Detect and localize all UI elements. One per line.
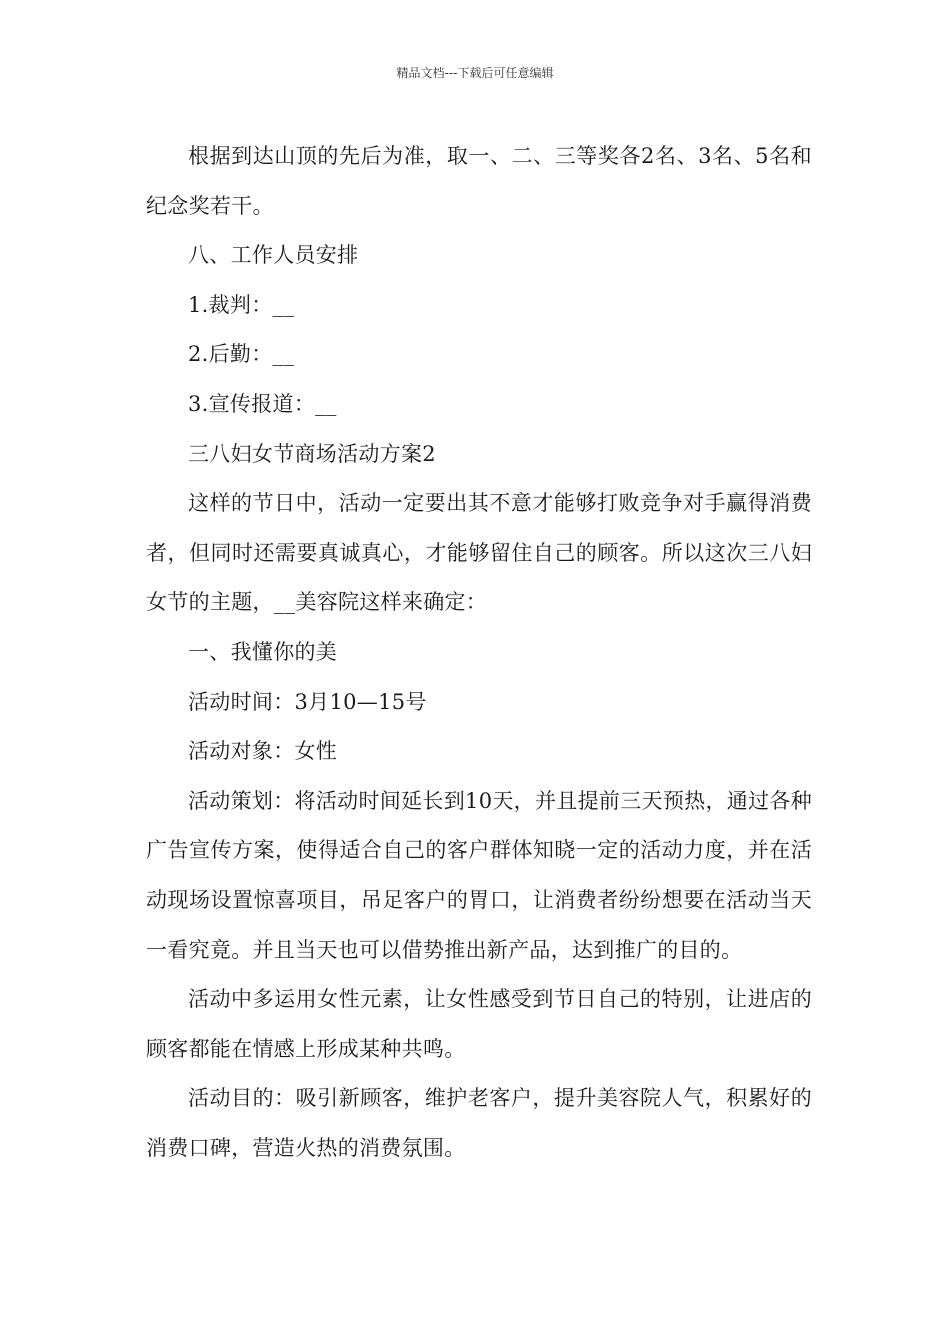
paragraph-activity-target: 活动对象：女性 bbox=[188, 739, 338, 764]
section-heading-beauty: 一、我懂你的美 bbox=[188, 639, 338, 664]
document-title-plan-2: 三八妇女节商场活动方案2 bbox=[188, 441, 436, 466]
page-header: 精品文档---下载后可任意编辑 bbox=[396, 66, 554, 80]
paragraph-intro: 这样的节日中，活动一定要出其不意才能够打败竞争对手赢得消费者，但同时还需要真诚真心，才能够留住自己的顾客。所以这次三八妇女节的主题，__美容院这样来确定： bbox=[146, 491, 812, 615]
paragraph-awards: 根据到达山顶的先后为准，取一、二、三等奖各2名、3名、5名和纪念奖若干。 bbox=[146, 144, 812, 218]
paragraph-activity-goal: 活动目的：吸引新顾客，维护老客户，提升美容院人气，积累好的消费口碑，营造火热的消费氛围。 bbox=[146, 1086, 812, 1160]
paragraph-female-elements: 活动中多运用女性元素，让女性感受到节日自己的特别，让进店的顾客都能在情感上形成某种共鸣。 bbox=[146, 987, 812, 1061]
list-item-publicity: 3.宣传报道：__ bbox=[188, 391, 337, 416]
section-heading-staff: 八、工作人员安排 bbox=[188, 243, 359, 268]
paragraph-activity-planning: 活动策划：将活动时间延长到10天，并且提前三天预热，通过各种广告宣传方案，使得适合自己的客户群体知晓一定的活动力度，并在活动现场设置惊喜项目，吊足客户的胃口，让消费者纷纷想要在活动当天一看究竟。并且当天也可以借势推出新产品，达到推广的目的。 bbox=[146, 788, 812, 962]
list-item-logistics: 2.后勤：__ bbox=[188, 342, 295, 367]
document-body bbox=[146, 132, 812, 1173]
paragraph-activity-time: 活动时间：3月10—15号 bbox=[188, 689, 427, 714]
list-item-referee: 1.裁判：__ bbox=[188, 292, 295, 317]
